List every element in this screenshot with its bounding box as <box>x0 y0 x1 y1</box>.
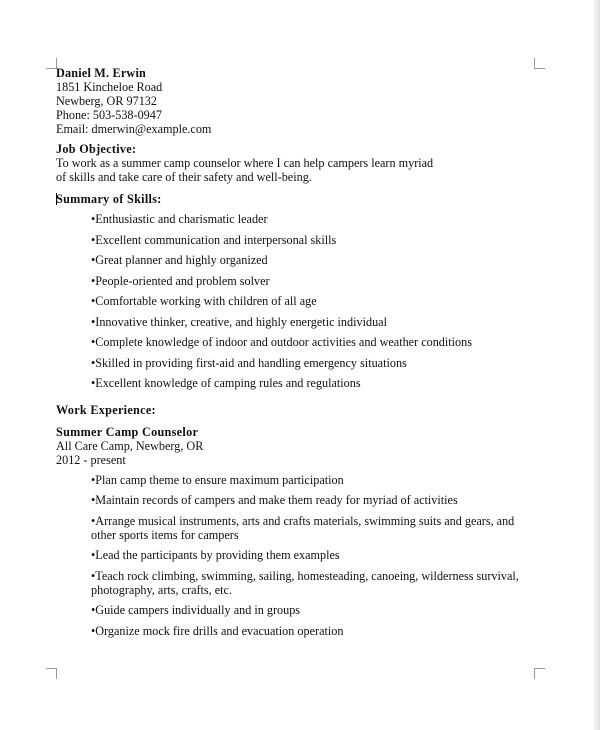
duty-item: •Maintain records of campers and make them ready for myriad of activities <box>91 493 458 507</box>
objective-line-2: of skills and take care of their safety and well-being. <box>56 170 312 184</box>
job-title: Summer Camp Counselor <box>56 424 199 439</box>
contact-phone: Phone: 503-538-0947 <box>56 108 162 122</box>
skill-item: •Comfortable working with children of all age <box>91 294 317 308</box>
skill-item: •People-oriented and problem solver <box>91 273 270 288</box>
duty-item: •Arrange musical instruments, arts and crafts materials, swimming suits and gears, and other sports items for campers <box>91 513 515 542</box>
job-employer: All Care Camp, Newberg, OR <box>56 438 204 453</box>
duty-item: •Lead the participants by providing them examples <box>91 548 340 562</box>
duty-item: •Plan camp theme to ensure maximum participation <box>91 472 344 487</box>
skill-item: •Excellent knowledge of camping rules and regulations <box>91 376 361 390</box>
experience-heading: Work Experience: <box>56 402 156 417</box>
duty-item: •Guide campers individually and in groups <box>91 603 301 617</box>
duty-item: •Organize mock fire drills and evacuation operation <box>91 623 344 638</box>
skill-item: •Great planner and highly organized <box>91 253 268 267</box>
skill-item: •Excellent communication and interpersonal skills <box>91 232 337 247</box>
contact-email: Email: dmerwin@example.com <box>56 122 212 136</box>
duty-item: •Teach rock climbing, swimming, sailing, homesteading, canoeing, wilderness survival, photography, arts, crafts, etc. <box>91 568 519 597</box>
skill-item: •Skilled in providing first-aid and handling emergency situations <box>91 355 407 370</box>
contact-name: Daniel M. Erwin <box>56 66 147 80</box>
contact-address: 1851 Kincheloe Road <box>56 80 163 94</box>
skill-item: •Complete knowledge of indoor and outdoor activities and weather conditions <box>91 335 472 349</box>
crop-mark-bottom-left <box>46 668 57 679</box>
crop-mark-bottom-right <box>534 668 545 679</box>
page-edge <box>594 0 600 730</box>
resume-content[interactable] <box>56 66 536 644</box>
skill-item: •Innovative thinker, creative, and highly energetic individual <box>91 314 387 329</box>
skills-heading <box>56 192 536 206</box>
objective-heading: Job Objective: <box>56 142 137 156</box>
skills-heading-text: Summary of Skills: <box>56 192 162 206</box>
skill-item: •Enthusiastic and charismatic leader <box>91 212 268 226</box>
objective-line-1: To work as a summer camp counselor where I can help campers learn myriad <box>56 156 434 170</box>
job-dates: 2012 - present <box>56 452 126 467</box>
contact-city: Newberg, OR 97132 <box>56 94 157 108</box>
